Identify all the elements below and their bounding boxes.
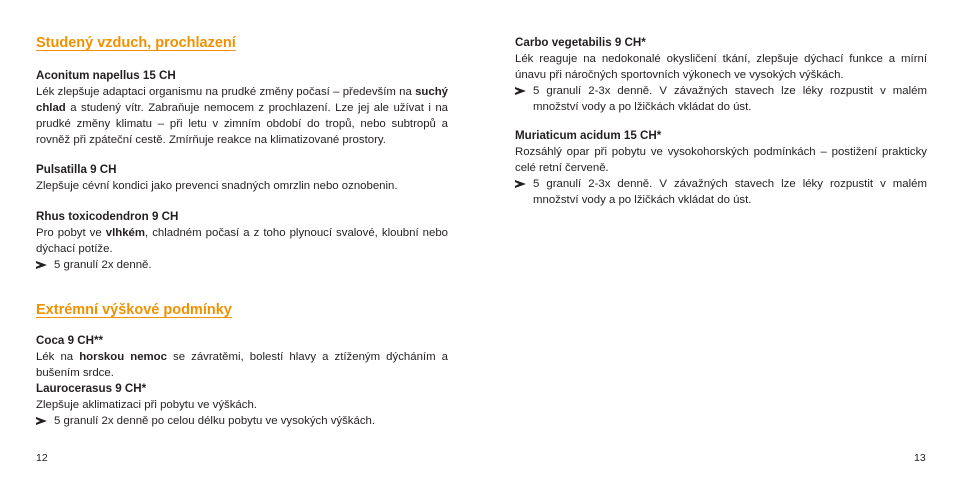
arrow-bullet-icon [515,87,526,95]
remedy-name: Coca 9 CH** [36,334,104,347]
remedy-description: Zlepšuje aklimatizaci při pobytu ve výškách. [36,399,257,411]
remedy-aconitum [36,68,448,148]
dosage-line: 5 granulí 2x denně. [36,257,448,273]
arrow-bullet-icon [36,261,47,269]
remedy-carbo [515,35,927,115]
remedy-rhus [36,209,448,273]
page-number-right: 13 [914,452,926,464]
remedy-description: Zlepšuje cévní kondici jako prevenci snadných omrzlin nebo oznobenin. [36,180,398,192]
dosage-line: 5 granulí 2-3x denně. V závažných stavech lze léky rozpustit v malém množství vody a po lžičkách vkládat do úst. [515,83,927,115]
arrow-bullet-icon [36,417,47,425]
remedy-pulsatilla [36,162,448,194]
page-number-left: 12 [36,452,48,464]
remedy-name: Rhus toxicodendron 9 CH [36,210,179,223]
arrow-bullet-icon [515,180,526,188]
remedy-name: Aconitum napellus 15 CH [36,69,176,82]
dosage-line: 5 granulí 2x denně po celou délku pobytu ve vysokých výškách. [36,413,448,429]
remedy-description: Pro pobyt ve vlhkém, chladném počasí a z toho plynoucí svalové, kloubní nebo dýchací potíže. [36,227,448,255]
section-title-altitude: Extrémní výškové podmínky [36,302,232,318]
remedy-description: Rozsáhlý opar při pobytu ve vysokohorských podmínkách – postižení prakticky celé retní červeně. [515,146,927,174]
remedy-name: Pulsatilla 9 CH [36,163,117,176]
remedy-description: Lék zlepšuje adaptaci organismu na prudké změny počasí – především na suchý chlad a studený vítr. Zabraňuje nemocem z prochlazení. Lze jej ale užívat i na prudké změny klimatu – při letu v zimním období do tropů, nebo subtropů a rovněž při zpáteční cestě. Zmírňuje reakce na klimatizované prostory. [36,86,448,146]
remedy-name: Muriaticum acidum 15 CH* [515,129,662,142]
dosage-line: 5 granulí 2-3x denně. V závažných stavech lze léky rozpustit v malém množství vody a po lžičkách vkládat do úst. [515,176,927,208]
remedy-description: Lék reaguje na nedokonalé okysličení tkání, zlepšuje dýchací funkce a mírní únavu při náročných sportovních výkonech ve vysokých výškách. [515,53,927,81]
remedy-laurocerasus [36,381,448,429]
remedy-name: Laurocerasus 9 CH* [36,382,147,395]
remedy-name: Carbo vegetabilis 9 CH* [515,36,646,49]
remedy-description: Lék na horskou nemoc se závratěmi, bolestí hlavy a ztíženým dýcháním a bušením srdce. [36,351,448,379]
remedy-coca [36,333,448,381]
remedy-muriaticum [515,128,927,208]
section-title-cold: Studený vzduch, prochlazení [36,35,236,51]
